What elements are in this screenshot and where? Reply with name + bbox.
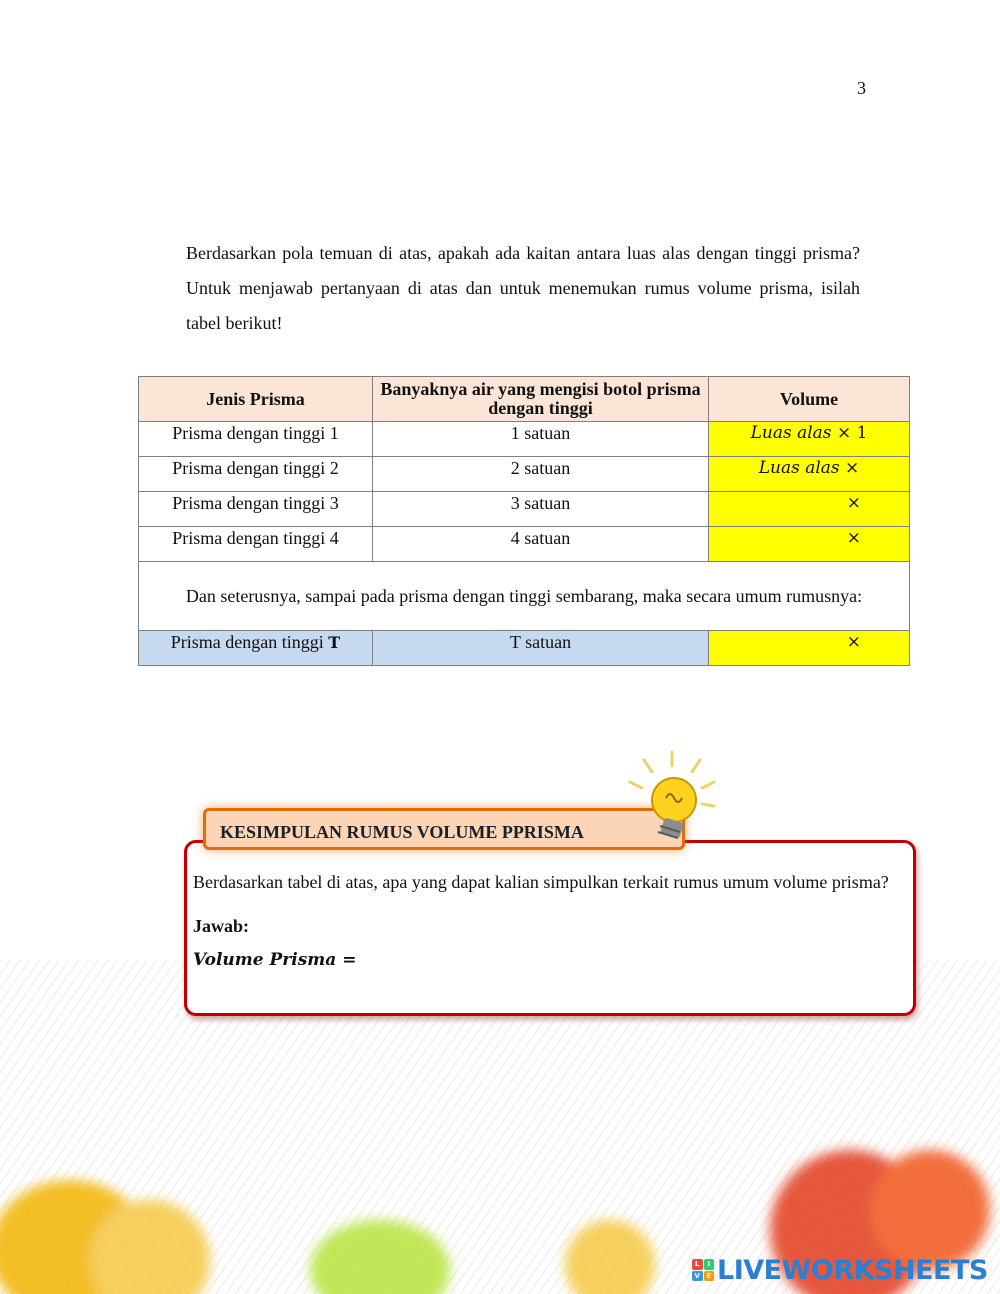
volume-text: Luas alas [750,423,832,443]
page-number: 3 [857,78,866,98]
air-cell: 4 satuan [373,527,709,562]
header-banyaknya-air: Banyaknya air yang mengisi botol prisma dengan tinggi [373,377,709,422]
header-jenis-prisma: Jenis Prisma [139,377,373,422]
table-row [139,422,910,457]
conclusion-title: KESIMPULAN RUMUS VOLUME PPRISMA [203,808,685,850]
table-row [139,492,910,527]
table-row [139,457,910,492]
jenis-prefix: Prisma dengan tinggi [170,632,329,652]
brand-name: LIVEWORKSHEETS [717,1254,988,1286]
volume-operator: × 1 [836,423,868,443]
header-volume: Volume [709,377,910,422]
volume-cell-general[interactable] [709,631,910,666]
air-cell: 1 satuan [373,422,709,457]
volume-operator: × [846,632,861,652]
air-cell-general: T satuan [373,631,709,666]
brand-logo-icon: L I V E [692,1259,714,1281]
volume-operator: × [846,528,861,548]
volume-cell[interactable] [709,457,910,492]
table-row-general [139,631,910,666]
conclusion-box [184,840,916,1016]
volume-formula-input[interactable]: Volume Prisma = [193,950,357,970]
volume-cell[interactable] [709,527,910,562]
volume-cell[interactable] [709,492,910,527]
air-cell: 2 satuan [373,457,709,492]
jenis-variable: T [328,633,341,652]
volume-operator: × [845,458,860,478]
jenis-cell: Prisma dengan tinggi 4 [139,527,373,562]
brand-watermark [692,1254,988,1286]
volume-operator: × [846,493,861,513]
jenis-cell: Prisma dengan tinggi 3 [139,492,373,527]
air-cell: 3 satuan [373,492,709,527]
intro-paragraph: Berdasarkan pola temuan di atas, apakah ada kaitan antara luas alas dengan tinggi prisma? Untuk menjawab pertanyaan di atas dan untuk menemukan rumus volume prisma, isilah tabel berikut! [186,243,860,333]
table-note: Dan seterusnya, sampai pada prisma dengan tinggi sembarang, maka secara umum rumusnya: [139,562,910,631]
volume-cell[interactable] [709,422,910,457]
conclusion-question: Berdasarkan tabel di atas, apa yang dapat kalian simpulkan terkait rumus umum volume prisma? [193,872,889,892]
jenis-cell: Prisma dengan tinggi 1 [139,422,373,457]
light-bulb-icon [622,748,722,856]
prisma-volume-table [138,376,910,666]
jenis-cell: Prisma dengan tinggi 2 [139,457,373,492]
table-header-row [139,377,910,422]
volume-text: Luas alas [758,458,840,478]
table-row [139,527,910,562]
table-note-row [139,562,910,631]
answer-label: Jawab: [193,916,250,936]
jenis-cell-general [139,631,373,666]
